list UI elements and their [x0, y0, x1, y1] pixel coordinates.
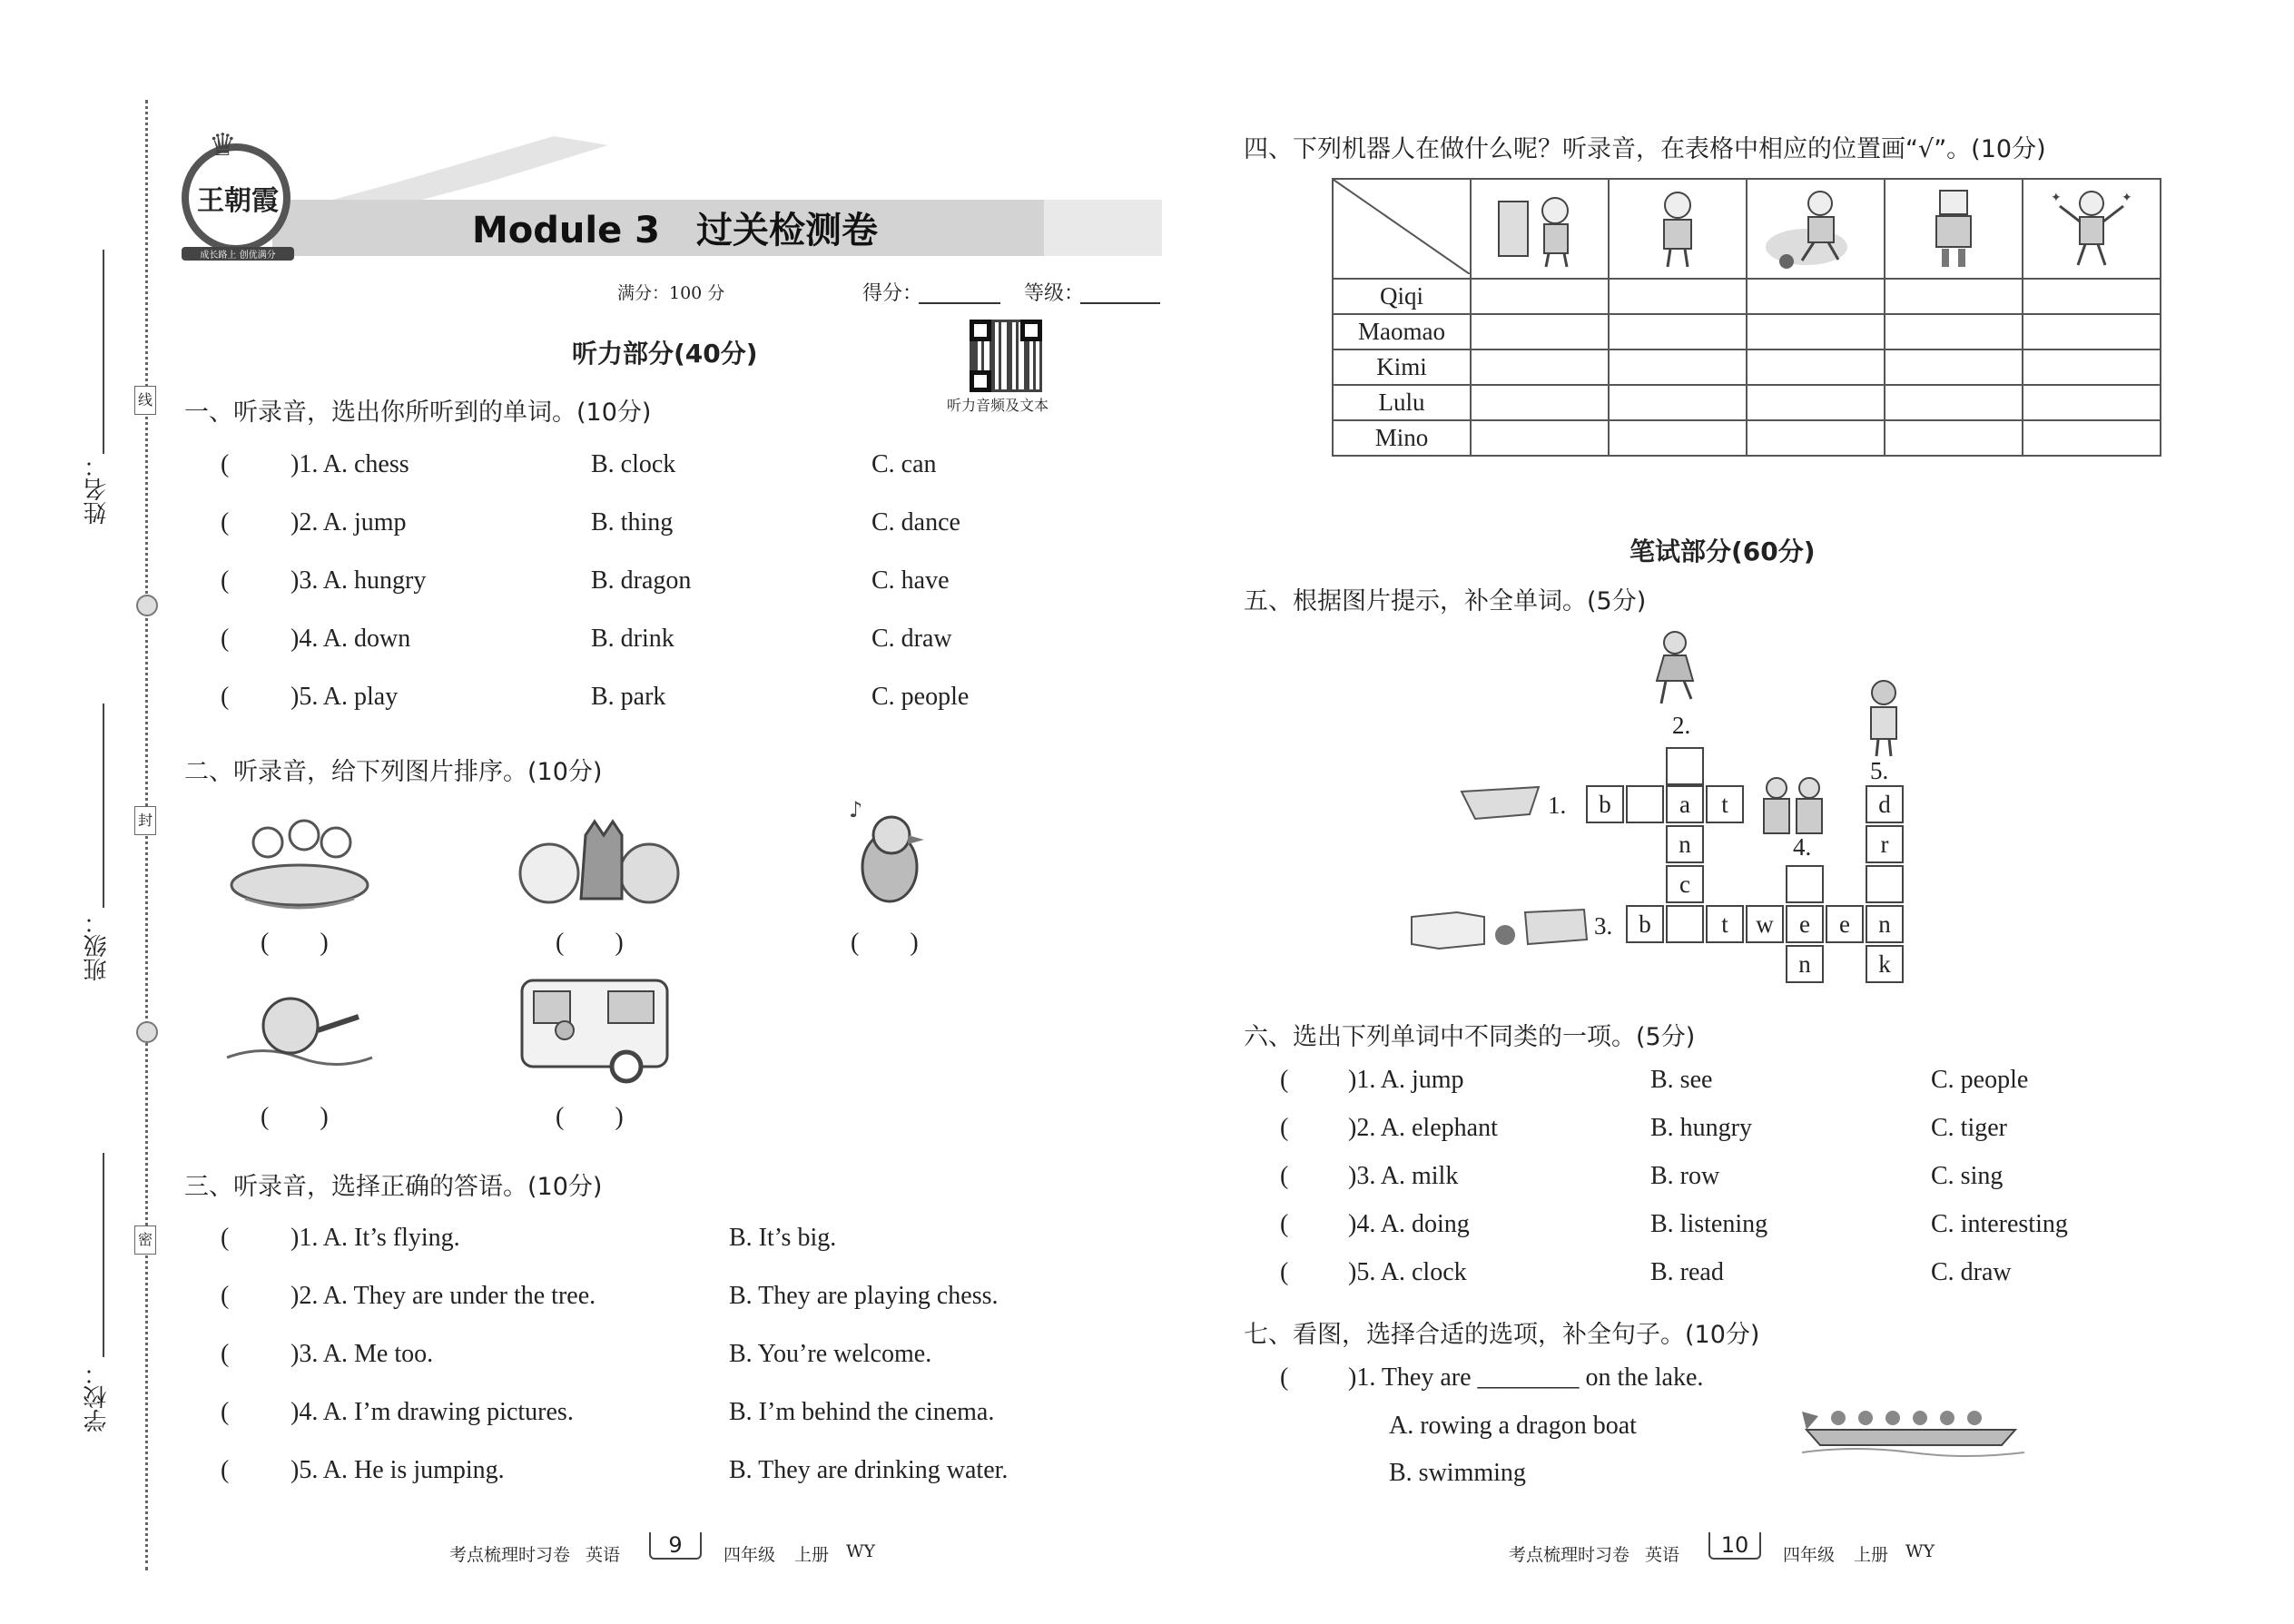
question-text: )3. A. Me too.	[290, 1340, 434, 1368]
qr-finder-3	[970, 370, 991, 392]
option-b: B. drink	[591, 625, 674, 653]
crossword-cell[interactable]: k	[1866, 945, 1904, 983]
answer-cell[interactable]	[1885, 279, 2023, 314]
footer-subject: 英语	[1645, 1545, 1680, 1565]
answer-cell[interactable]	[1885, 314, 2023, 349]
robot-name: Maomao	[1333, 314, 1471, 349]
crossword-cell[interactable]: w	[1746, 905, 1784, 943]
clue-number-3: 3.	[1594, 912, 1613, 940]
grade-label: 等级：	[1024, 282, 1085, 305]
option-b: B. It’s big.	[729, 1224, 837, 1252]
option-b: B. They are playing chess.	[729, 1282, 999, 1310]
crossword-cell[interactable]: n	[1786, 945, 1824, 983]
answer-bracket[interactable]: (	[221, 1398, 230, 1426]
svg-text:♪: ♪	[849, 797, 863, 822]
crossword-cell[interactable]: t	[1706, 905, 1744, 943]
order-bracket[interactable]: ( )	[261, 1103, 329, 1131]
question-text: )2. A. jump	[290, 508, 407, 536]
qr-caption: 听力音频及文本	[947, 397, 1049, 414]
binding-hole-top	[136, 595, 158, 616]
answer-bracket[interactable]: (	[221, 625, 230, 653]
logo-subtext: 成长路上 创优满分	[182, 247, 294, 261]
option-b: B. clock	[591, 450, 676, 478]
school-label: 学校：	[84, 1362, 111, 1432]
answer-bracket[interactable]: (	[221, 566, 230, 595]
section4-title: 四、下列机器人在做什么呢？听录音，在表格中相应的位置画“√”。(10分)	[1244, 135, 2046, 163]
clue-number-1: 1.	[1548, 792, 1567, 819]
binding-marker-seal: 封	[134, 806, 156, 835]
swimming-boy-picture	[222, 985, 377, 1076]
answer-cell[interactable]	[1885, 385, 2023, 420]
dancing-girl-picture	[1639, 626, 1711, 708]
robot-dancing-icon	[2042, 183, 2141, 271]
robot-dancing-cell	[2023, 179, 2161, 279]
answer-cell[interactable]	[1885, 420, 2023, 456]
section1-title: 一、听录音，选出你所听到的单词。(10分)	[184, 399, 652, 427]
robot-name: Qiqi	[1333, 279, 1471, 314]
order-bracket[interactable]: ( )	[851, 929, 919, 957]
children-in-boat-picture	[227, 808, 372, 912]
option-b: B. park	[591, 683, 666, 711]
full-score: 满分：100 分	[617, 283, 725, 303]
crossword-cell[interactable]	[1626, 785, 1664, 823]
crossword-cell[interactable]	[1666, 905, 1704, 943]
crossword-cell[interactable]	[1866, 865, 1904, 903]
answer-cell[interactable]	[2023, 385, 2161, 420]
robot-name: Lulu	[1333, 385, 1471, 420]
answer-cell[interactable]	[1609, 420, 1747, 456]
section5-title: 五、根据图片提示，补全单词。(5分)	[1244, 587, 1647, 615]
cat-with-balls-picture	[517, 808, 681, 912]
answer-bracket[interactable]: (	[1280, 1210, 1289, 1238]
answer-bracket[interactable]: (	[1280, 1162, 1289, 1190]
answer-bracket[interactable]: (	[1280, 1258, 1289, 1286]
answer-cell[interactable]	[1885, 349, 2023, 385]
section2-title: 二、听录音，给下列图片排序。(10分)	[184, 758, 603, 786]
question-text: )3. A. hungry	[290, 566, 427, 595]
boxes-and-apple-picture	[1407, 899, 1593, 953]
robot-drawing-cell	[1471, 179, 1609, 279]
footer-volume: 上册	[794, 1545, 830, 1565]
option-b: B. dragon	[591, 566, 692, 595]
order-bracket[interactable]: ( )	[556, 929, 624, 957]
svg-text:✦: ✦	[2122, 191, 2132, 205]
robot-standing-icon	[1904, 183, 2004, 271]
footer-edition: WY	[1905, 1541, 1935, 1561]
answer-bracket[interactable]: (	[221, 508, 230, 536]
option-c: C. people	[1931, 1066, 2029, 1094]
option-b: B. listening	[1650, 1210, 1768, 1238]
question-text: )5. A. clock	[1348, 1258, 1467, 1286]
answer-bracket[interactable]: (	[221, 1456, 230, 1484]
crossword-cell[interactable]: d	[1866, 785, 1904, 823]
section7-title: 七、看图，选择合适的选项，补全句子。(10分)	[1244, 1321, 1760, 1349]
class-field-line[interactable]	[103, 704, 104, 908]
clue-number-2: 2.	[1672, 712, 1691, 739]
answer-cell[interactable]	[1471, 385, 1609, 420]
name-label: 姓名：	[84, 454, 111, 525]
question-text: )1. A. jump	[1348, 1066, 1464, 1094]
children-at-bus-picture	[517, 971, 672, 1085]
answer-cell[interactable]	[1747, 279, 1885, 314]
question-text: )1. A. It’s flying.	[290, 1224, 460, 1252]
option-b: B. hungry	[1650, 1114, 1752, 1142]
order-bracket[interactable]: ( )	[261, 929, 329, 957]
footer-grade: 四年级	[1783, 1545, 1836, 1565]
qr-finder-2	[1020, 320, 1042, 341]
answer-cell[interactable]	[1747, 349, 1885, 385]
footer-grade: 四年级	[724, 1545, 776, 1565]
option-c: C. draw	[1931, 1258, 2012, 1286]
class-label: 班级：	[84, 910, 111, 981]
order-bracket[interactable]: ( )	[556, 1103, 624, 1131]
option-c: C. tiger	[1931, 1114, 2007, 1142]
question-text: )2. A. They are under the tree.	[290, 1282, 596, 1310]
crossword-cell[interactable]: e	[1826, 905, 1864, 943]
answer-cell[interactable]	[1471, 420, 1609, 456]
robot-drawing-icon	[1490, 183, 1590, 271]
question-text: )3. A. milk	[1348, 1162, 1459, 1190]
question-text: )1. They are ________ on the lake.	[1348, 1363, 1704, 1392]
answer-cell[interactable]	[1747, 385, 1885, 420]
answer-cell[interactable]	[1609, 349, 1747, 385]
option-c: C. have	[871, 566, 950, 595]
page-title: Module 3 过关检测卷	[472, 210, 878, 251]
option-c: C. interesting	[1931, 1210, 2068, 1238]
question-text: )2. A. elephant	[1348, 1114, 1498, 1142]
answer-cell[interactable]	[2023, 349, 2161, 385]
crossword-cell[interactable]: b	[1586, 785, 1624, 823]
page-number: 9	[649, 1532, 702, 1560]
answer-bracket[interactable]: (	[1280, 1114, 1289, 1142]
section3-title: 三、听录音，选择正确的答语。(10分)	[184, 1173, 603, 1201]
answer-cell[interactable]	[1609, 279, 1747, 314]
grade-field[interactable]	[1080, 302, 1160, 304]
option-c: C. people	[871, 683, 970, 711]
crown-icon: ♛	[209, 127, 237, 163]
answer-cell[interactable]	[1471, 349, 1609, 385]
option-c: C. can	[871, 450, 937, 478]
option-c: C. draw	[871, 625, 952, 653]
section6-title: 六、选出下列单词中不同类的一项。(5分)	[1244, 1023, 1696, 1051]
option-b: B. They are drinking water.	[729, 1456, 1009, 1484]
option-b: B. see	[1650, 1066, 1713, 1094]
robot-table	[1332, 178, 2161, 457]
qr-finder-1	[970, 320, 991, 341]
answer-cell[interactable]	[1747, 420, 1885, 456]
robot-walking-cell	[1609, 179, 1747, 279]
singing-bird-picture	[835, 794, 935, 912]
footer-edition: WY	[846, 1541, 876, 1561]
option-b: B. read	[1650, 1258, 1724, 1286]
option-b: B. thing	[591, 508, 674, 536]
answer-cell[interactable]	[1471, 279, 1609, 314]
answer-cell[interactable]	[2023, 279, 2161, 314]
binding-marker-line: 线	[134, 386, 156, 415]
footer-series: 考点梳理时习卷	[449, 1545, 571, 1565]
robot-name: Mino	[1333, 420, 1471, 456]
crossword-cell[interactable]: n	[1866, 905, 1904, 943]
option-b: B. row	[1650, 1162, 1720, 1190]
robot-name: Kimi	[1333, 349, 1471, 385]
writing-title: 笔试部分(60分)	[1629, 536, 1816, 566]
footer-volume: 上册	[1854, 1545, 1889, 1565]
crossword-cell[interactable]: n	[1666, 825, 1704, 863]
score-label: 得分：	[862, 282, 923, 305]
question-text: )4. A. down	[290, 625, 411, 653]
crossword-cell[interactable]: e	[1786, 905, 1824, 943]
robot-walking-icon	[1628, 183, 1728, 271]
answer-bracket[interactable]: (	[221, 450, 230, 478]
binding-marker-secret: 密	[134, 1225, 156, 1255]
clue-number-4: 4.	[1793, 833, 1812, 861]
option-c: C. dance	[871, 508, 960, 536]
crossword-cell[interactable]	[1786, 865, 1824, 903]
answer-cell[interactable]	[1609, 314, 1747, 349]
boat-picture	[1457, 773, 1548, 828]
question-text: )5. A. play	[290, 683, 399, 711]
dragon-boat-picture	[1802, 1389, 2024, 1457]
two-men-picture	[1757, 772, 1829, 835]
crossword-cell[interactable]: c	[1666, 865, 1704, 903]
page-number: 10	[1708, 1532, 1761, 1560]
question-text: )4. A. doing	[1348, 1210, 1470, 1238]
footer-series: 考点梳理时习卷	[1509, 1545, 1630, 1565]
answer-bracket[interactable]: (	[1280, 1066, 1289, 1094]
footer-subject: 英语	[586, 1545, 621, 1565]
answer-cell[interactable]	[1471, 314, 1609, 349]
logo-text: 王朝霞	[197, 185, 279, 217]
robot-football-icon	[1761, 183, 1870, 271]
crossword-cell[interactable]: r	[1866, 825, 1904, 863]
answer-bracket[interactable]: (	[1280, 1363, 1289, 1392]
name-field-line[interactable]	[103, 250, 104, 454]
option-b: B. I’m behind the cinema.	[729, 1398, 995, 1426]
clue-number-5: 5.	[1870, 757, 1889, 784]
svg-text:✦: ✦	[2051, 191, 2062, 205]
question-text: )4. A. I’m drawing pictures.	[290, 1398, 574, 1426]
answer-cell[interactable]	[1609, 385, 1747, 420]
crossword-cell[interactable]: a	[1666, 785, 1704, 823]
option-c: C. sing	[1931, 1162, 2004, 1190]
answer-bracket[interactable]: (	[221, 1282, 230, 1310]
question-text: )1. A. chess	[290, 450, 409, 478]
option-a: A. rowing a dragon boat	[1389, 1412, 1637, 1440]
answer-bracket[interactable]: (	[221, 1340, 230, 1368]
option-b: B. swimming	[1389, 1459, 1526, 1487]
boy-drinking-picture	[1856, 676, 1911, 758]
robot-football-cell	[1747, 179, 1885, 279]
score-field[interactable]	[919, 302, 1000, 304]
answer-cell[interactable]	[1747, 314, 1885, 349]
crossword-cell[interactable]: b	[1626, 905, 1664, 943]
answer-cell[interactable]	[2023, 314, 2161, 349]
answer-bracket[interactable]: (	[221, 1224, 230, 1252]
binding-dotted-line	[145, 100, 148, 1570]
crossword-cell[interactable]: t	[1706, 785, 1744, 823]
answer-cell[interactable]	[2023, 420, 2161, 456]
robot-standing-cell	[1885, 179, 2023, 279]
crossword-cell[interactable]	[1666, 747, 1704, 785]
school-field-line[interactable]	[103, 1153, 104, 1357]
question-text: )5. A. He is jumping.	[290, 1456, 505, 1484]
answer-bracket[interactable]: (	[221, 683, 230, 711]
table-corner-cell	[1333, 179, 1471, 279]
binding-hole-bottom	[136, 1021, 158, 1043]
option-b: B. You’re welcome.	[729, 1340, 932, 1368]
listening-title: 听力部分(40分)	[572, 339, 758, 369]
